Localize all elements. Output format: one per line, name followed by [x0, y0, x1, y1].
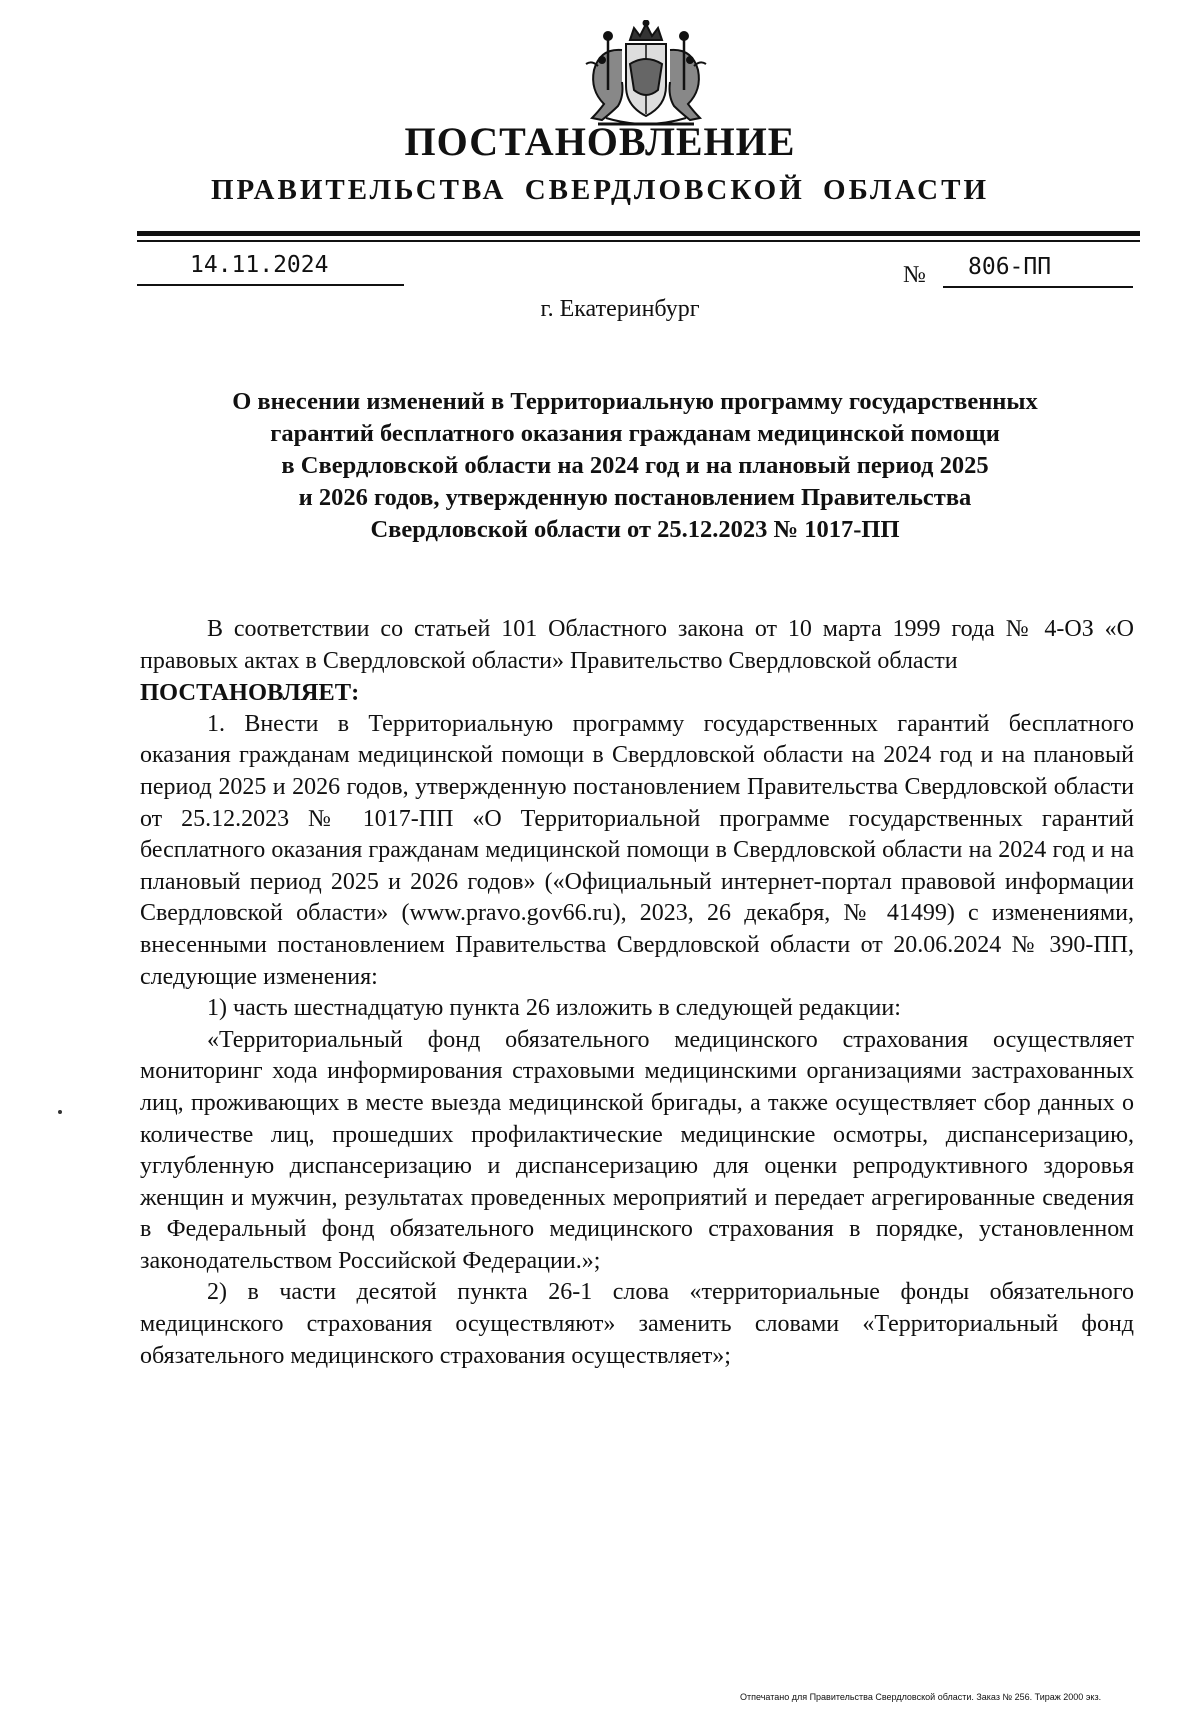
issuing-authority-heading: ПРАВИТЕЛЬСТВА СВЕРДЛОВСКОЙ ОБЛАСТИ: [210, 174, 990, 206]
document-title-line: в Свердловской области на 2024 год и на плановый период 2025: [281, 452, 989, 479]
number-underline: [943, 286, 1133, 288]
document-title-line: и 2026 годов, утвержденную постановлением Правительства: [298, 484, 972, 511]
document-title-line: гарантий бесплатного оказания гражданам медицинской помощи: [270, 420, 1000, 447]
document-date: 14.11.2024: [190, 252, 329, 278]
document-title: [140, 386, 1130, 546]
preamble-paragraph: В соответствии со статьей 101 Областного закона от 10 марта 1999 года № 4-ОЗ «О правовых актах в Свердловской области» Правительство Свердловской области: [140, 616, 1134, 674]
scan-speck: [58, 1110, 62, 1114]
document-type-heading: ПОСТАНОВЛЕНИЕ: [404, 119, 796, 164]
number-sign: №: [903, 262, 926, 288]
subclause-1-paragraph: 1) часть шестнадцатую пункта 26 изложить в следующей редакции:: [207, 995, 901, 1022]
document-title-line: О внесении изменений в Территориальную программу государственных: [232, 388, 1038, 415]
city-of-issue: г. Екатеринбург: [540, 296, 700, 322]
quoted-text-paragraph: «Территориальный фонд обязательного медицинского страхования осуществляет мониторинг хода информирования страховыми медицинскими организациями застрахованных лиц, проживающих в месте выезда медицинской бригады, а также осуществляет сбор данных о количестве лиц, прошедших профилактические медицинские осмотры, диспансеризацию, углубленную диспансеризацию и диспансеризацию для оценки репродуктивного здоровья женщин и мужчин, результатах проведенных мероприятий и передает агрегированные сведения в Федеральный фонд обязательного медицинского страхования в порядке, установленном законодательством Российской Федерации.»;: [140, 1026, 1134, 1274]
decree-word: ПОСТАНОВЛЯЕТ:: [140, 679, 360, 707]
header-rule-thick: [137, 231, 1140, 236]
clause-1-paragraph: 1. Внести в Территориальную программу государственных гарантий бесплатного оказания гражданам медицинской помощи в Свердловской области на 2024 год и на плановый период 2025 и 2026 годов, утвержденную постановлением Правительства Свердловской области от 25.12.2023 № 1017-ПП «О Территориальной программе государственных гарантий бесплатного оказания гражданам медицинской помощи в Свердловской области на 2024 год и на плановый период 2025 и 2026 годов» («Официальный интернет-портал правовой информации Свердловской области» (www.pravo.gov66.ru), 2023, 26 декабря, № 41499) с изменениями, внесенными постановлением Правительства Свердловской области от 20.06.2024 № 390-ПП, следующие изменения:: [140, 710, 1134, 990]
header-rule-thin: [137, 240, 1140, 242]
document-number: 806-ПП: [968, 254, 1052, 280]
coat-of-arms-icon: [578, 20, 714, 132]
subclause-2-paragraph: 2) в части десятой пункта 26-1 слова «территориальные фонды обязательного медицинского страхования осуществляют» заменить словами «Территориальный фонд обязательного медицинского страхования осуществляет»;: [140, 1279, 1134, 1369]
date-underline: [137, 284, 404, 286]
document-title-line: Свердловской области от 25.12.2023 № 1017-ПП: [370, 516, 900, 543]
document-body: [140, 614, 1134, 1372]
print-imprint: Отпечатано для Правительства Свердловской области. Заказ № 256. Тираж 2000 экз.: [740, 1692, 1102, 1702]
